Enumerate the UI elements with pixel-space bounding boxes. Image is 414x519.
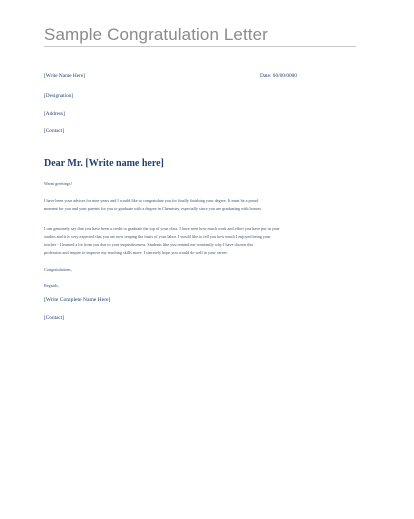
signature-name: [Write Complete Name Here] (44, 297, 111, 303)
paragraph-line: I have been your adviser for nine years and I would like to congratulate you for finally finishing your degree. It must be a proud (44, 198, 259, 203)
greeting-text: Warm greetings! (44, 181, 72, 186)
sender-address: [Address] (44, 111, 65, 117)
closing-text: Regards, (44, 283, 59, 288)
paragraph-line: profession and inspire to improve my teaching skills more. I sincerely hope you would do well in your career. (44, 250, 228, 255)
sender-name: [Write Name Here] (44, 73, 85, 79)
salutation: Dear Mr. [Write name here] (44, 158, 164, 169)
page-title: Sample Congratulation Letter (44, 25, 268, 44)
closing-regards (44, 282, 356, 290)
paragraph-line: teacher - I learned a lot from you due to your inquisitiveness. Students like you remind me constantly why I have chosen this (44, 242, 254, 247)
body-paragraph-1 (44, 197, 356, 213)
greeting (44, 180, 356, 188)
letter-date: Date: 00/00/0000 (260, 73, 297, 79)
closing-congratulations (44, 266, 356, 274)
signature-contact: [Contact] (44, 315, 65, 321)
paragraph-line: studies and it is very expected that you are now reaping the fruits of your labor. I would like to tell you how much I enjoyed being your (44, 234, 271, 239)
sender-contact: [Contact] (44, 128, 65, 134)
paragraph-line: moment for you and your parents for you to graduate with a degree in Chemistry, especially since you are graduating with honors. (44, 206, 262, 211)
title-underline (44, 46, 356, 47)
body-paragraph-2 (44, 225, 356, 257)
paragraph-line: I can genuinely say that you have been a credit to graduate the top of your class. I have seen how much work and effort you have put in your (44, 226, 280, 231)
closing-text: Congratulations, (44, 267, 72, 272)
sender-designation: [Designation] (44, 93, 74, 99)
